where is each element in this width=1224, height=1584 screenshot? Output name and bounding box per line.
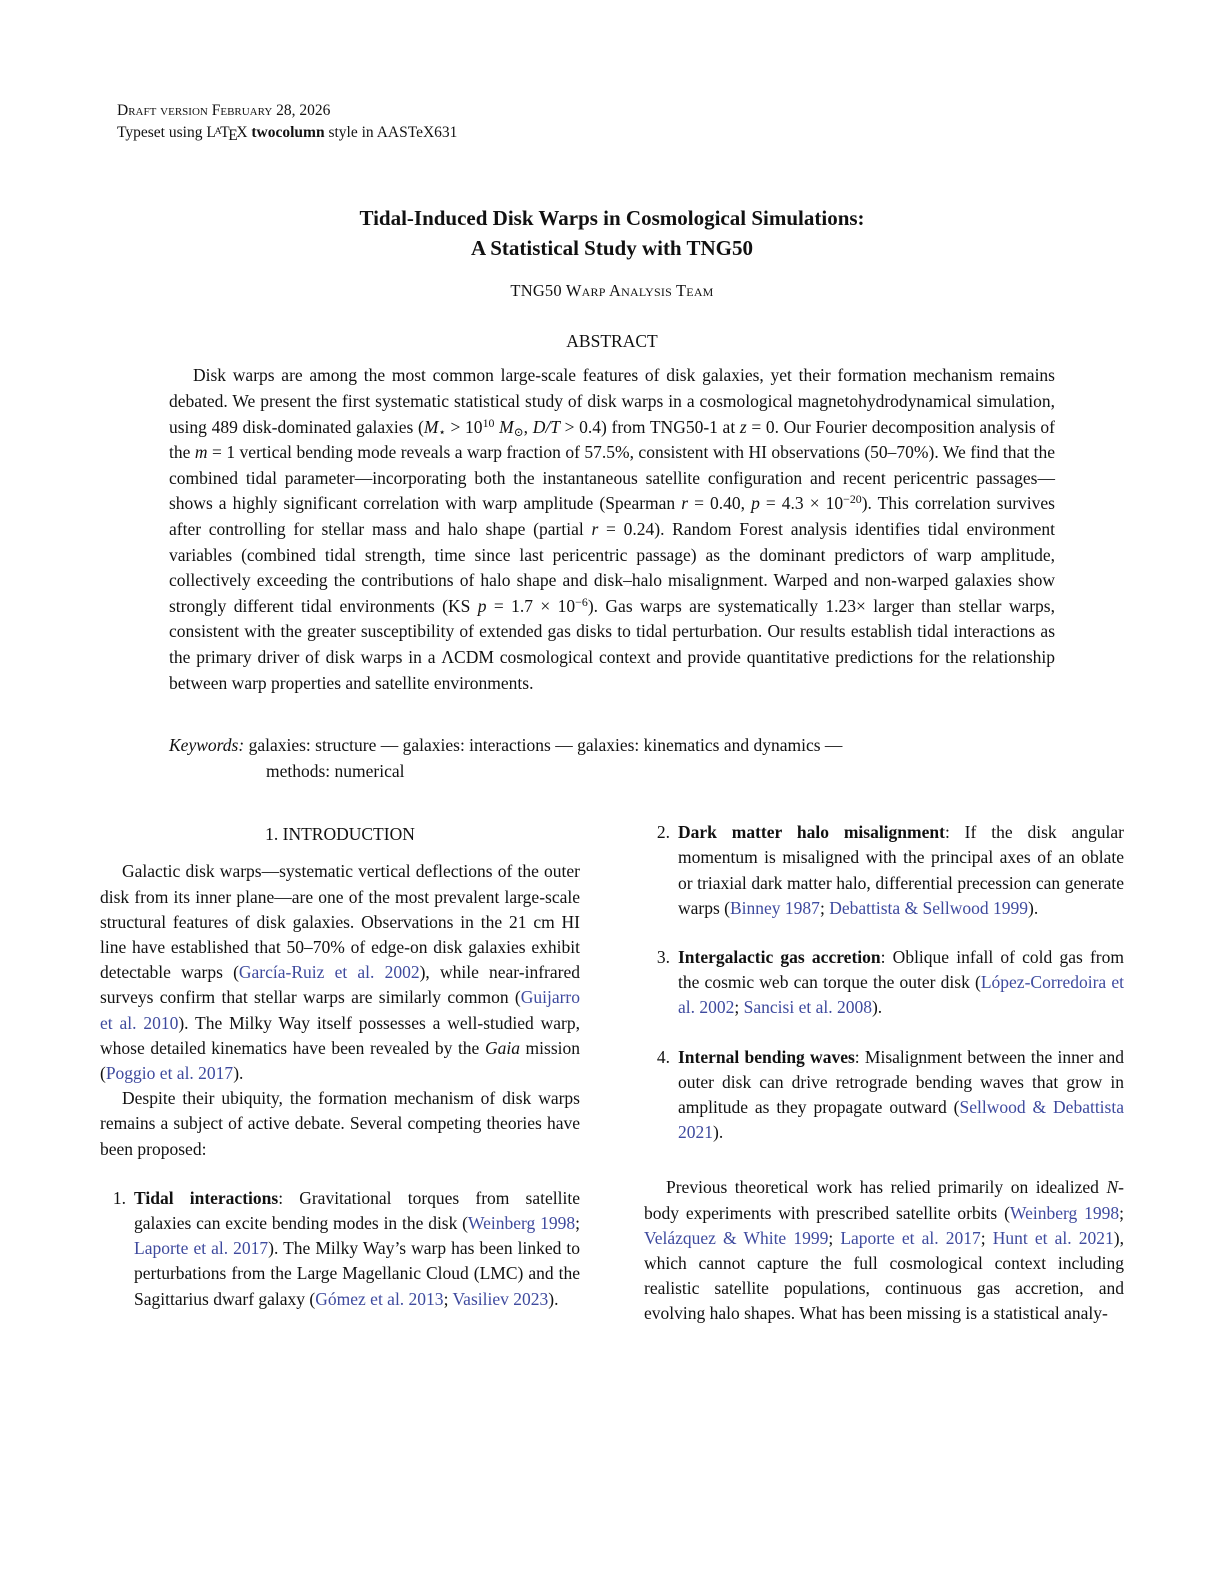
- draft-header: [117, 100, 1124, 147]
- text-segment: ).: [548, 1288, 559, 1309]
- author-line: TNG50 Warp Analysis Team: [510, 281, 714, 301]
- text-segment: : Oblique infall of cold gas from the cosmic web can torque the outer disk (: [678, 946, 1124, 993]
- citation-link[interactable]: Debattista & Sellwood 1999: [829, 897, 1028, 918]
- text-segment: > 0.4) from TNG50-1 at: [559, 416, 740, 437]
- text-segment: Disk warps are among the most common large-scale features of disk galaxies, yet their formation mechanism remains debated. We present the first systematic statistical study of disk warps in a cosmological magnetohydrodynamical simulation, using 489 disk-dominated galaxies (: [169, 365, 1055, 437]
- text-segment: −6: [575, 594, 588, 609]
- text-segment: : Gravitational torques from satellite galaxies can excite bending modes in the disk (: [134, 1187, 580, 1233]
- text-segment: = 0.40,: [688, 493, 752, 514]
- text-segment: ;: [1119, 1202, 1124, 1223]
- text-segment: E: [228, 127, 238, 145]
- draft-version-line: Draft version February 28, 2026: [117, 102, 331, 119]
- text-segment: M: [499, 416, 514, 437]
- left-column: [100, 820, 580, 1336]
- list-item-internal-bending-waves: [652, 1045, 1124, 1146]
- intro-paragraph-1: [100, 859, 580, 1086]
- text-segment: z: [739, 416, 747, 437]
- text-segment: D/T: [532, 416, 560, 437]
- text-segment: ;: [819, 897, 830, 918]
- list-item-dark-matter-halo-misalignment: [652, 820, 1124, 921]
- text-segment: methods: numerical: [266, 761, 405, 782]
- section-heading-introduction: 1. INTRODUCTION: [265, 824, 415, 845]
- abstract-heading: ABSTRACT: [566, 331, 658, 352]
- text-segment: ). The Milky Way itself possesses a well-studied warp, whose detailed kinematics have been revealed by the: [100, 1012, 580, 1058]
- text-segment: ).: [871, 997, 883, 1018]
- list-item-intergalactic-gas-accretion: [652, 945, 1124, 1021]
- list-item-text: [678, 945, 1124, 1021]
- list-item-tidal-interactions: [108, 1186, 580, 1312]
- citation-link[interactable]: Velázquez & White 1999: [644, 1227, 829, 1248]
- text-segment: L: [206, 124, 216, 141]
- text-segment: -body experiments with prescribed satellite orbits (: [644, 1177, 1124, 1223]
- text-segment: A: [214, 125, 222, 137]
- text-segment: = 4.3 × 10: [759, 493, 844, 514]
- list-item-text: [678, 820, 1124, 921]
- citation-link[interactable]: Laporte et al. 2017: [840, 1227, 981, 1248]
- text-segment: M: [423, 416, 439, 437]
- text-segment: −20: [843, 492, 862, 507]
- text-segment: N: [1106, 1177, 1119, 1198]
- text-segment: ), while near-infrared surveys confirm that stellar warps are similarly common (: [100, 962, 580, 1008]
- text-segment: ).: [713, 1122, 724, 1143]
- citation-link[interactable]: Binney 1987: [730, 897, 820, 918]
- intro-paragraph-2: [100, 1086, 580, 1162]
- text-segment: ;: [575, 1212, 580, 1233]
- title-line-1: Tidal-Induced Disk Warps in Cosmological Simulations:: [359, 206, 865, 231]
- text-segment: mission (: [100, 1037, 580, 1083]
- text-segment: Despite their ubiquity, the formation mechanism of disk warps remains a subject of active debate. Several competing theories have been proposed:: [100, 1088, 580, 1159]
- title-line-2: A Statistical Study with TNG50: [471, 236, 753, 261]
- text-segment: ,: [523, 416, 533, 437]
- text-segment: Tidal interactions: [134, 1187, 279, 1208]
- text-segment: ;: [828, 1227, 841, 1248]
- paper-title: [100, 203, 1124, 263]
- text-segment: = 0.24). Random Forest analysis identifies tidal environment variables (combined tidal strength, time since last pericentric passage) as the dominant predictors of warp amplitude, collectively exceeding the contributions of halo shape and disk–halo misalignment. Warped and non-warped galaxies show strongly different tidal environments (KS: [169, 518, 1055, 616]
- text-segment: ).: [233, 1062, 244, 1083]
- citation-link[interactable]: Sellwood & Debattista 2021: [678, 1096, 1124, 1143]
- text-segment: T: [220, 124, 230, 141]
- text-segment: X: [236, 124, 252, 141]
- text-segment: ), which cannot capture the full cosmological context including realistic satellite populations, continuous gas accretion, and evolving halo shapes. What has been missing is a statistical analy-: [644, 1227, 1124, 1324]
- right-column: [644, 820, 1124, 1336]
- text-segment: = 1 vertical bending mode reveals a warp fraction of 57.5%, consistent with HI observations (50–70%). We find that the combined tidal parameter—incorporating both the instantaneous satellite configuration and recent pericentric passages—shows a highly significant correlation with warp amplitude (Spearman: [169, 442, 1055, 514]
- text-segment: Previous theoretical work has relied primarily on idealized: [666, 1177, 1107, 1198]
- citation-link[interactable]: Poggio et al. 2017: [105, 1062, 234, 1083]
- text-segment: > 10: [445, 416, 483, 437]
- text-segment: m: [194, 442, 208, 463]
- text-segment: p: [751, 493, 760, 514]
- citation-link[interactable]: Laporte et al. 2017: [134, 1238, 269, 1259]
- text-segment: ⋆: [438, 424, 446, 439]
- text-segment: ).: [1028, 897, 1039, 918]
- text-segment: r: [591, 518, 599, 539]
- list-item-number: 2.: [656, 822, 670, 843]
- text-segment: Intergalactic gas accretion: [678, 946, 881, 967]
- keywords-text: [244, 735, 842, 781]
- text-segment: = 1.7 × 10: [486, 595, 576, 616]
- text-segment: Galactic disk warps—systematic vertical deflections of the outer disk from its inner plane—are one of the most prevalent large-scale structural features of disk galaxies. Observations in the 21 cm HI line have established that 50–70% of edge-on disk galaxies exhibit detectable warps (: [100, 861, 580, 983]
- citation-link[interactable]: López-Corredoira et al. 2002: [678, 972, 1125, 1018]
- citation-link[interactable]: Sancisi et al. 2008: [743, 997, 872, 1018]
- text-segment: ). This correlation survives after controlling for stellar mass and halo shape (partial: [169, 493, 1055, 539]
- citation-link[interactable]: Weinberg 1998: [1009, 1202, 1120, 1223]
- citation-link[interactable]: Gómez et al. 2013: [315, 1288, 444, 1309]
- previous-work-paragraph: [644, 1175, 1124, 1326]
- text-segment: 10: [482, 415, 495, 430]
- text-segment: Dark matter halo misalignment: [678, 822, 945, 843]
- text-segment: ;: [734, 997, 744, 1018]
- text-segment: twocolumn: [251, 124, 325, 141]
- abstract-text: [169, 363, 1055, 696]
- keywords-block: [169, 732, 1055, 784]
- list-item-text: [678, 1045, 1124, 1146]
- two-column-body: [100, 820, 1124, 1336]
- text-segment: Internal bending waves: [678, 1046, 855, 1067]
- typeset-line: [117, 122, 1124, 147]
- text-segment: ). The Milky Way’s warp has been linked to perturbations from the Large Magellanic Cloud (LMC) and the Sagittarius dwarf galaxy (: [134, 1238, 580, 1309]
- citation-link[interactable]: Vasiliev 2023: [452, 1288, 549, 1309]
- text-segment: ⊙: [513, 424, 524, 439]
- list-item-number: 3.: [656, 946, 670, 967]
- text-segment: = 0. Our Fourier decomposition analysis of the: [169, 416, 1056, 463]
- text-segment: ;: [443, 1288, 453, 1309]
- text-segment: r: [681, 493, 689, 514]
- text-segment: : Misalignment between the inner and outer disk can drive retrograde bending waves that grow in amplitude as they propagate outward (: [678, 1046, 1125, 1117]
- list-item-number: 1.: [112, 1187, 126, 1208]
- text-segment: Typeset using: [117, 124, 207, 141]
- citation-link[interactable]: Hunt et al. 2021: [992, 1227, 1114, 1248]
- citation-link[interactable]: García-Ruiz et al. 2002: [238, 962, 420, 983]
- text-segment: style in AASTeX631: [324, 124, 458, 141]
- text-segment: Gaia: [484, 1037, 520, 1058]
- citation-link[interactable]: Weinberg 1998: [468, 1212, 576, 1233]
- keywords-label: Keywords:: [169, 735, 245, 756]
- text-segment: galaxies: structure — galaxies: interactions — galaxies: kinematics and dynamics —: [244, 735, 843, 756]
- list-item-text: [134, 1186, 580, 1312]
- text-segment: ;: [980, 1227, 993, 1248]
- citation-link[interactable]: Guijarro et al. 2010: [100, 987, 580, 1033]
- text-segment: ). Gas warps are systematically 1.23× larger than stellar warps, consistent with the greater susceptibility of extended gas disks to tidal perturbation. Our results establish tidal interactions as the primary driver of disk warps in a ΛCDM cosmological context and provide quantitative predictions for the relationship between warp properties and satellite environments.: [169, 595, 1055, 693]
- list-item-number: 4.: [656, 1046, 670, 1067]
- text-segment: p: [477, 595, 487, 616]
- text-segment: : If the disk angular momentum is misaligned with the principal axes of an oblate or triaxial dark matter halo, differential precession can generate warps (: [678, 822, 1124, 918]
